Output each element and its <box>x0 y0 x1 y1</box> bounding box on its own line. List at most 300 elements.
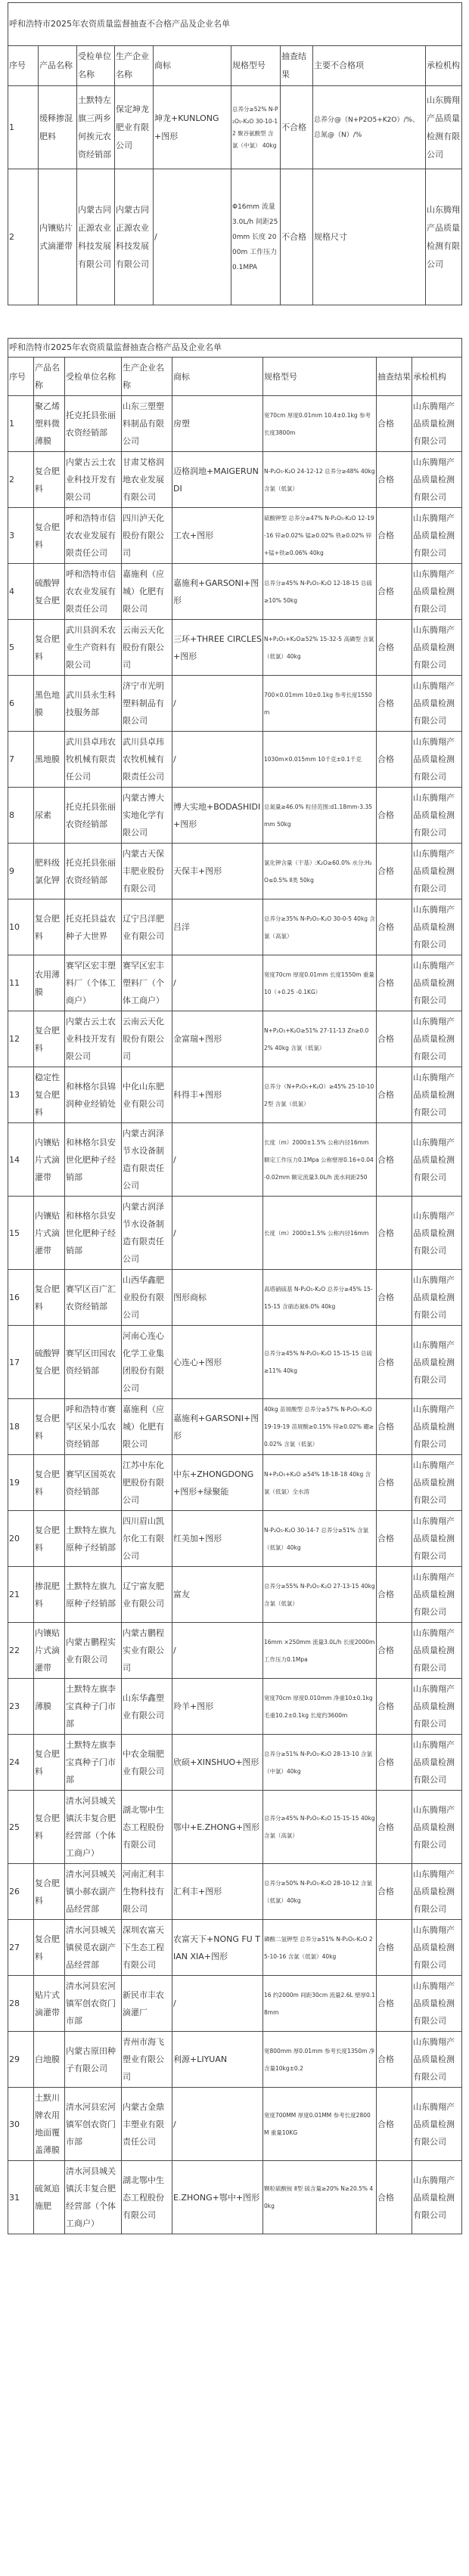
cell-product: 黑地膜 <box>34 732 65 788</box>
cell-inspected-unit: 呼和浩特市信农农业发展有限责任公司 <box>65 508 122 564</box>
cell-trademark: / <box>154 169 231 305</box>
cell-inspected-unit: 内蒙古同正源农业科技发展有限公司 <box>77 169 115 305</box>
cell-manufacturer: 四川眉山凯尔化工有限公司 <box>122 1511 172 1567</box>
cell-spec: 总养分≥35% N-P₂O₅-K₂O 30-0-5 40kg 含氯（高氯） <box>263 899 377 955</box>
cell-result: 合格 <box>377 1679 412 1735</box>
cell-spec: 总养分≥45% N-P₂O₅-K₂O 12-18-15 总硫≥10% 50kg <box>263 564 377 620</box>
table-row <box>8 1976 462 2032</box>
cell-trademark: 嘉施利+GARSONI+图形 <box>172 1399 263 1455</box>
cell-lab: 山东腾翔产品质量检测有限公司 <box>412 1511 462 1567</box>
cell-trademark: 农富天下+NONG FU TIAN XIA+图形 <box>172 1920 263 1976</box>
cell-inspected-unit: 清水河县城关镇侯觅农副产品经营部 <box>65 1920 122 1976</box>
table-row <box>8 1011 462 1067</box>
cell-inspected-unit: 内蒙古原田种子有限公司 <box>65 2032 122 2088</box>
cell-inspected-unit: 赛罕区田园农资经销部 <box>65 1326 122 1399</box>
cell-result: 合格 <box>377 1864 412 1920</box>
cell-inspected-unit: 清水河县城关镇沃丰复合肥经营部（个体工商户） <box>65 2161 122 2234</box>
table-row <box>8 86 462 169</box>
cell-manufacturer: 山东华鑫塑业有限公司 <box>122 1679 172 1735</box>
cell-spec: 宽800mm 厚0.01mm 参考长度1350m 净含量10kg±0.2 <box>263 2032 377 2088</box>
cell-inspected-unit: 和林格尔县安世化肥种子经销部 <box>65 1197 122 1270</box>
cell-inspected-unit: 内蒙古鹏程实业有限公司 <box>65 1623 122 1679</box>
cell-spec: N+P₂O₅+K₂O≥52% 15-32-5 高磷型 含氯（低氯）40kg <box>263 620 377 676</box>
cell-no: 5 <box>8 620 34 676</box>
cell-trademark: 图形商标 <box>172 1270 263 1326</box>
qualified-table-body <box>8 396 462 2234</box>
table-row <box>8 1791 462 1864</box>
cell-manufacturer: 赛罕区宏丰塑料厂（个体工商户） <box>122 955 172 1011</box>
cell-manufacturer: 内蒙古金鼎丰塑业有限责任公司 <box>122 2088 172 2161</box>
cell-lab: 山东腾翔产品质量检测有限公司 <box>412 1399 462 1455</box>
cell-product: 聚乙烯塑料微薄膜 <box>34 396 65 452</box>
table-row <box>8 1197 462 1270</box>
cell-lab: 山东腾翔产品质量检测有限公司 <box>412 844 462 899</box>
cell-spec: 宽度70cm 厚度0.01mm 长度1550m 重量10（+0.25 -0.1KG） <box>263 955 377 1011</box>
cell-spec: 长度（m）2000±1.5% 公称内径16mm <box>263 1197 377 1270</box>
cell-no: 6 <box>8 676 34 732</box>
cell-no: 2 <box>8 169 39 305</box>
cell-trademark: 科得丰+图形 <box>172 1067 263 1123</box>
cell-manufacturer: 内蒙古博大实地化学有限公司 <box>122 788 172 844</box>
header-cell: 承检机构 <box>412 358 462 396</box>
cell-lab: 山东腾翔产品质量检测有限公司 <box>412 788 462 844</box>
cell-manufacturer: 内蒙古润泽节水设备制造有限责任公司 <box>122 1123 172 1197</box>
table-row <box>8 396 462 452</box>
cell-lab: 山东腾翔产品质量检测有限公司 <box>412 1864 462 1920</box>
cell-trademark: / <box>172 1123 263 1197</box>
cell-result: 合格 <box>377 1123 412 1197</box>
table-row <box>8 899 462 955</box>
cell-no: 24 <box>8 1735 34 1791</box>
cell-trademark: / <box>172 1976 263 2032</box>
cell-product: 尿素 <box>34 788 65 844</box>
cell-product: 硫氮追施肥 <box>34 2161 65 2234</box>
cell-manufacturer: 嘉施利（应城）化肥有限公司 <box>122 1399 172 1455</box>
cell-no: 14 <box>8 1123 34 1197</box>
table-row <box>8 1270 462 1326</box>
table-row <box>8 1399 462 1455</box>
cell-trademark: 红美加+图形 <box>172 1511 263 1567</box>
cell-result: 合格 <box>377 1976 412 2032</box>
cell-product: 复合肥料 <box>34 1735 65 1791</box>
cell-no: 13 <box>8 1067 34 1123</box>
cell-spec: 总养分≥45% N-P₂O₅-K₂O 15-15-15 总硫≥11% 40kg <box>263 1326 377 1399</box>
unqualified-table-title: 呼和浩特市2025年农资质量监督抽查不合格产品及企业名单 <box>8 3 462 46</box>
table-row <box>8 1123 462 1197</box>
cell-no: 4 <box>8 564 34 620</box>
cell-trademark: 富友 <box>172 1567 263 1623</box>
cell-inspected-unit: 和林格尔县锦润种业经销处 <box>65 1067 122 1123</box>
cell-manufacturer: 青州市海飞塑业有限公司 <box>122 2032 172 2088</box>
table-row <box>8 1511 462 1567</box>
cell-trademark: 房塑 <box>172 396 263 452</box>
cell-no: 3 <box>8 508 34 564</box>
header-cell: 受检单位名称 <box>65 358 122 396</box>
cell-manufacturer: 深圳农富天下生态工程有限公司 <box>122 1920 172 1976</box>
cell-trademark: 博大实地+BODASHIDI+图形 <box>172 788 263 844</box>
cell-spec: 总养分≥50% N-P₂O₅-K₂O 28-10-12 含氯（低氯）40kg <box>263 1864 377 1920</box>
cell-manufacturer: 辽宁吕洋肥业有限公司 <box>122 899 172 955</box>
cell-result: 合格 <box>377 2088 412 2161</box>
cell-inspected-unit: 武川县润禾农业生产资料有限公司 <box>65 620 122 676</box>
cell-result: 合格 <box>377 1567 412 1623</box>
table-row <box>8 2088 462 2161</box>
cell-product: 掺混肥料 <box>34 1567 65 1623</box>
table-row <box>8 564 462 620</box>
cell-lab: 山东腾翔产品质量检测有限公司 <box>412 1011 462 1067</box>
cell-lab: 山东腾翔产品质量检测有限公司 <box>412 620 462 676</box>
table-row <box>8 1864 462 1920</box>
cell-inspected-unit: 清水河县城关镇小郝农副产品经营部 <box>65 1864 122 1920</box>
cell-result: 合格 <box>377 844 412 899</box>
qualified-table-title: 呼和浩特市2025年农资质量监督抽查合格产品及企业名单 <box>8 339 462 358</box>
cell-manufacturer: 河南心连心化学工业集团股份有限公司 <box>122 1326 172 1399</box>
cell-manufacturer: 保定坤龙肥业有限公司 <box>115 86 154 169</box>
header-cell: 主要不合格项 <box>313 46 426 86</box>
cell-manufacturer: 辽宁富友肥业有限公司 <box>122 1567 172 1623</box>
cell-spec: 40kg 苗屑酸型 总养分≥57% N-P₂O₅-K₂O 19-19-19 苗屑酸≥0.15% 锌≥0.02% 硼≥0.02% 含氯（低氯） <box>263 1399 377 1455</box>
cell-product: 黑色地膜 <box>34 676 65 732</box>
cell-result: 合格 <box>377 899 412 955</box>
header-cell: 产品名称 <box>39 46 77 86</box>
header-cell: 规格型号 <box>231 46 281 86</box>
cell-lab: 山东腾翔产品质量检测有限公司 <box>412 955 462 1011</box>
header-cell: 抽查结果 <box>281 46 313 86</box>
cell-trademark: / <box>172 732 263 788</box>
header-cell: 生产企业名称 <box>115 46 154 86</box>
table-row <box>8 844 462 899</box>
cell-inspected-unit: 托克托县张丽农资经销部 <box>65 788 122 844</box>
cell-no: 15 <box>8 1197 34 1270</box>
cell-lab: 山东腾翔产品质量检测有限公司 <box>412 1197 462 1270</box>
cell-no: 27 <box>8 1920 34 1976</box>
cell-result: 合格 <box>377 788 412 844</box>
cell-manufacturer: 中化山东肥业有限公司 <box>122 1067 172 1123</box>
cell-trademark: 心连心+图形 <box>172 1326 263 1399</box>
cell-result: 合格 <box>377 2032 412 2088</box>
cell-lab: 山东腾翔产品质量检测有限公司 <box>412 1123 462 1197</box>
cell-result: 合格 <box>377 1791 412 1864</box>
table-row <box>8 2032 462 2088</box>
cell-inspected-unit: 呼和浩特市赛罕区呆小瓜农资经销部 <box>65 1399 122 1455</box>
cell-result: 合格 <box>377 1197 412 1270</box>
cell-result: 合格 <box>377 1920 412 1976</box>
cell-no: 1 <box>8 86 39 169</box>
cell-result: 合格 <box>377 1511 412 1567</box>
cell-lab: 山东腾翔产品质量检测有限公司 <box>412 732 462 788</box>
cell-no: 1 <box>8 396 34 452</box>
cell-result: 合格 <box>377 955 412 1011</box>
header-cell: 规格型号 <box>263 358 377 396</box>
cell-product: 复合肥料 <box>34 1011 65 1067</box>
cell-spec: 宽70cm 厚度0.01mm 10.4±0.1kg 参考长度3800m <box>263 396 377 452</box>
table-row <box>8 1326 462 1399</box>
cell-trademark: 鄂中+E.ZHONG+图形 <box>172 1791 263 1864</box>
header-cell: 商标 <box>154 46 231 86</box>
cell-product: 复合肥料 <box>34 1791 65 1864</box>
cell-no: 26 <box>8 1864 34 1920</box>
cell-manufacturer: 四川泸天化股份有限公司 <box>122 508 172 564</box>
cell-trademark: / <box>172 1623 263 1679</box>
cell-lab: 山东腾翔产品质量检测有限公司 <box>412 1455 462 1511</box>
cell-no: 10 <box>8 899 34 955</box>
cell-product: 白地膜 <box>34 2032 65 2088</box>
cell-spec: 颗粒硫酸铵 Ⅱ型 硫含量≥20% N≥20.5% 40kg <box>263 2161 377 2234</box>
cell-lab: 山东腾翔产品质量检测有限公司 <box>412 1679 462 1735</box>
cell-result: 合格 <box>377 396 412 452</box>
cell-inspected-unit: 赛罕区百广汇农资经销部 <box>65 1270 122 1326</box>
cell-no: 23 <box>8 1679 34 1735</box>
header-cell: 序号 <box>8 358 34 396</box>
header-cell: 商标 <box>172 358 263 396</box>
cell-trademark: 吕洋 <box>172 899 263 955</box>
cell-product: 复合肥料 <box>34 1455 65 1511</box>
cell-manufacturer: 云南云天化股份有限公司 <box>122 1011 172 1067</box>
cell-inspected-unit: 武川县卓玮农牧机械有限责任公司 <box>65 732 122 788</box>
cell-inspected-unit: 土默特左旗李宝真种子门市部 <box>65 1735 122 1791</box>
cell-spec: 总养分≥51% N-P₂O₅-K₂O 28-13-10 含氯（中氯）40kg <box>263 1735 377 1791</box>
cell-lab: 山东腾翔产品质量检测有限公司 <box>412 1920 462 1976</box>
cell-no: 30 <box>8 2088 34 2161</box>
cell-no: 25 <box>8 1791 34 1864</box>
cell-inspected-unit: 土默特左旗三两乡何挨元农资经销部 <box>77 86 115 169</box>
cell-trademark: / <box>172 955 263 1011</box>
cell-product: 薄膜 <box>34 1679 65 1735</box>
cell-trademark: / <box>172 676 263 732</box>
cell-no: 16 <box>8 1270 34 1326</box>
cell-spec: 长度（m）2000±1.5% 公称内径16mm 额定工作压力0.1Mpa 公称壁厚0.16+0.04 -0.02mm 额定流量3.0L/h 流水间距250 <box>263 1123 377 1197</box>
cell-manufacturer: 嘉施利（应城）化肥有限公司 <box>122 564 172 620</box>
cell-result: 不合格 <box>281 169 313 305</box>
cell-trademark: 利源+LIYUAN <box>172 2032 263 2088</box>
cell-spec: 700×0.01mm 10±0.1kg 参考长度1550m <box>263 676 377 732</box>
cell-spec: N-P₂O₅-K₂O 30-14-7 总养分≥51% 含氯（低氯）40kg <box>263 1511 377 1567</box>
cell-lab: 山东腾翔产品质量检测有限公司 <box>412 452 462 508</box>
cell-manufacturer: 甘肃艾格润地农业发展有限公司 <box>122 452 172 508</box>
cell-failed-items: 总养分@（N+P2O5+K2O）/%、总氮@（N）/% <box>313 86 426 169</box>
cell-trademark: 天保丰+图形 <box>172 844 263 899</box>
cell-inspected-unit: 赛罕区国英农资经销部 <box>65 1455 122 1511</box>
cell-trademark: 汇利丰+图形 <box>172 1864 263 1920</box>
cell-manufacturer: 山西华鑫肥业股份有限公司 <box>122 1270 172 1326</box>
cell-no: 19 <box>8 1455 34 1511</box>
header-cell: 抽查结果 <box>377 358 412 396</box>
cell-inspected-unit: 土默特左旗李宝真种子门市部 <box>65 1679 122 1735</box>
cell-lab: 山东腾翔产品质量检测有限公司 <box>412 1326 462 1399</box>
cell-no: 2 <box>8 452 34 508</box>
cell-lab: 山东腾翔产品质量检测有限公司 <box>412 2161 462 2234</box>
cell-lab: 山东腾翔产品质量检测有限公司 <box>412 1623 462 1679</box>
cell-spec: 宽度70cm 厚度0.010mm 净重10±0.1kg 毛重10.2±0.1kg 长度约3600m <box>263 1679 377 1735</box>
cell-spec: 16mm ×250mm 流量3.0L/h 长度2000m 工作压力0.1Mpa <box>263 1623 377 1679</box>
cell-spec: N+P₂O₅+K₂O ≥54% 18-18-18 40kg 含氯（低氯）全水溶 <box>263 1455 377 1511</box>
cell-spec: N-P₂O₅-K₂O 24-12-12 总养分≥48% 40kg 含氯（低氯） <box>263 452 377 508</box>
table-row <box>8 1735 462 1791</box>
table-row <box>8 732 462 788</box>
cell-no: 8 <box>8 788 34 844</box>
cell-product: 稳定性复合肥料 <box>34 1067 65 1123</box>
cell-result: 合格 <box>377 452 412 508</box>
cell-lab: 山东腾翔产品质量检测有限公司 <box>412 1270 462 1326</box>
cell-result: 合格 <box>377 508 412 564</box>
header-cell: 序号 <box>8 46 39 86</box>
cell-spec: 硫酸钾型 总养分≥47% N-P₂O₅-K₂O 12-19-16 锌≥0.02% 锰≥0.02% 铁≥0.02% 锌+锰+铁≥0.06% 40kg <box>263 508 377 564</box>
cell-no: 21 <box>8 1567 34 1623</box>
cell-no: 12 <box>8 1011 34 1067</box>
cell-manufacturer: 内蒙古润泽节水设备制造有限责任公司 <box>122 1197 172 1270</box>
cell-result: 合格 <box>377 732 412 788</box>
cell-product: 内镶贴片式滴灌带 <box>34 1623 65 1679</box>
cell-no: 20 <box>8 1511 34 1567</box>
cell-lab: 山东腾翔产品质量检测有限公司 <box>412 1067 462 1123</box>
cell-no: 22 <box>8 1623 34 1679</box>
table-row <box>8 788 462 844</box>
cell-trademark: 坤龙+KUNLONG+图形 <box>154 86 231 169</box>
cell-lab: 山东腾翔产品质量检测有限公司 <box>412 564 462 620</box>
cell-product: 农用薄膜 <box>34 955 65 1011</box>
table-row <box>8 1679 462 1735</box>
cell-inspected-unit: 和林格尔县安世化肥种子经销部 <box>65 1123 122 1197</box>
cell-product: 内镶贴片式滴灌带 <box>39 169 77 305</box>
cell-no: 11 <box>8 955 34 1011</box>
qualified-table-header <box>8 358 462 396</box>
cell-lab: 山东腾翔产品质量检测有限公司 <box>426 86 462 169</box>
cell-no: 17 <box>8 1326 34 1399</box>
cell-manufacturer: 湖北鄂中生态工程股份有限公司 <box>122 2161 172 2234</box>
table-row <box>8 1920 462 1976</box>
cell-inspected-unit: 清水河县宏河镇军创农资门市部 <box>65 1976 122 2032</box>
cell-product: 土默川牌农用地面覆盖薄膜 <box>34 2088 65 2161</box>
table-row <box>8 452 462 508</box>
qualified-products-table <box>8 338 462 2234</box>
cell-inspected-unit: 赛罕区宏丰塑料厂（个体工商户） <box>65 955 122 1011</box>
cell-no: 18 <box>8 1399 34 1455</box>
cell-manufacturer: 湖北鄂中生态工程股份有限公司 <box>122 1791 172 1864</box>
cell-product: 硫酸钾复合肥 <box>34 564 65 620</box>
cell-result: 合格 <box>377 1455 412 1511</box>
cell-spec: 氯化钾含量（干基）:K₂O≥60.0% 水分:H₂O≤0.5% Ⅱ类 50kg <box>263 844 377 899</box>
cell-trademark: 三环+THREE CIRCLES+图形 <box>172 620 263 676</box>
cell-result: 合格 <box>377 676 412 732</box>
cell-product: 复合肥料 <box>34 508 65 564</box>
cell-spec: 宽度700MM 厚度0.01MM 参考长度2800M 重量10KG <box>263 2088 377 2161</box>
table-row <box>8 1067 462 1123</box>
cell-result: 合格 <box>377 564 412 620</box>
cell-spec: N+P₂O₅+K₂O≥51% 27-11-13 Zn≥0.02% 40kg 含氯（低氯） <box>263 1011 377 1067</box>
cell-lab: 山东腾翔产品质量检测有限公司 <box>412 1735 462 1791</box>
cell-product: 复合肥料 <box>34 1920 65 1976</box>
cell-trademark: E.ZHONG+鄂中+图形 <box>172 2161 263 2234</box>
cell-product: 缓释掺混肥料 <box>39 86 77 169</box>
cell-product: 复合肥料 <box>34 1864 65 1920</box>
cell-trademark: 欣硕+XINSHUO+图形 <box>172 1735 263 1791</box>
cell-lab: 山东腾翔产品质量检测有限公司 <box>412 508 462 564</box>
cell-manufacturer: 云南云天化股份有限公司 <box>122 620 172 676</box>
cell-manufacturer: 新民市丰农滴灌厂 <box>122 1976 172 2032</box>
cell-no: 28 <box>8 1976 34 2032</box>
cell-failed-items: 规格尺寸 <box>313 169 426 305</box>
cell-inspected-unit: 托克托县张丽农资经销部 <box>65 396 122 452</box>
cell-product: 肥料级氯化钾 <box>34 844 65 899</box>
cell-manufacturer: 山东三塑塑料制品有限公司 <box>122 396 172 452</box>
cell-spec: Φ16mm 流量3.0L/h 间距250mm 长度 2000m 工作压力 0.1MPA <box>231 169 281 305</box>
cell-product: 贴片式滴灌带 <box>34 1976 65 2032</box>
cell-no: 31 <box>8 2161 34 2234</box>
cell-lab: 山东腾翔产品质量检测有限公司 <box>412 2088 462 2161</box>
cell-product: 硫酸钾复合肥 <box>34 1326 65 1399</box>
cell-trademark: 羚羊+图形 <box>172 1679 263 1735</box>
cell-lab: 山东腾翔产品质量检测有限公司 <box>412 676 462 732</box>
table-row <box>8 1567 462 1623</box>
table-row <box>8 955 462 1011</box>
cell-manufacturer: 内蒙古同正源农业科技发展有限公司 <box>115 169 154 305</box>
header-cell: 受检单位名称 <box>77 46 115 86</box>
cell-spec: 总养分≥52% N-P₂O₅-K₂O 30-10-12 聚谷氨酸型 含氯（中氯） 40kg <box>231 86 281 169</box>
cell-trademark: 嘉施利+GARSONI+图形 <box>172 564 263 620</box>
cell-product: 复合肥料 <box>34 1511 65 1567</box>
cell-result: 合格 <box>377 1011 412 1067</box>
table-row <box>8 1455 462 1511</box>
cell-manufacturer: 济宁市光明塑料制品有限公司 <box>122 676 172 732</box>
cell-lab: 山东腾翔产品质量检测有限公司 <box>412 1976 462 2032</box>
cell-inspected-unit: 托克托县张丽农资经销部 <box>65 844 122 899</box>
cell-inspected-unit: 清水河县宏河镇军创农资门市部 <box>65 2088 122 2161</box>
cell-manufacturer: 河南汇利丰生物科技有限公司 <box>122 1864 172 1920</box>
cell-product: 复合肥料 <box>34 620 65 676</box>
cell-result: 合格 <box>377 1399 412 1455</box>
cell-trademark: / <box>172 2088 263 2161</box>
cell-inspected-unit: 土默特左旗九原种子经销部 <box>65 1567 122 1623</box>
cell-manufacturer: 内蒙古鹏程实业有限公司 <box>122 1623 172 1679</box>
cell-manufacturer: 内蒙古天保丰肥业股份有限公司 <box>122 844 172 899</box>
cell-product: 复合肥料 <box>34 1270 65 1326</box>
cell-spec: 高塔硝硫基 N-P₂O₅-K₂O 总养分≥45% 15-15-15 含硝态氮6.0% 40kg <box>263 1270 377 1326</box>
cell-spec: 总养分（N+P₂O₅+K₂O）≥45% 25-10-10 2型 含氯（低氯） <box>263 1067 377 1123</box>
header-cell: 产品名称 <box>34 358 65 396</box>
cell-inspected-unit: 呼和浩特市信农农业发展有限责任公司 <box>65 564 122 620</box>
cell-spec: 磷酸二氢钾型 总养分≥51% N-P₂O₅-K₂O 25-10-16 含氯（低氯）40kg <box>263 1920 377 1976</box>
cell-lab: 山东腾翔产品质量检测有限公司 <box>412 1567 462 1623</box>
cell-product: 复合肥料 <box>34 899 65 955</box>
cell-product: 内镶贴片式滴灌带 <box>34 1197 65 1270</box>
cell-spec: 1030m×0.015mm 10千克±0.1千克 <box>263 732 377 788</box>
cell-result: 不合格 <box>281 86 313 169</box>
cell-lab: 山东腾翔产品质量检测有限公司 <box>412 1791 462 1864</box>
table-row <box>8 508 462 564</box>
cell-trademark: 迈格润地+MAIGERUNDI <box>172 452 263 508</box>
cell-result: 合格 <box>377 620 412 676</box>
cell-product: 内镶贴片式滴灌带 <box>34 1123 65 1197</box>
cell-trademark: 工农+图形 <box>172 508 263 564</box>
cell-spec: 16 约2000m 间距30cm 流量2.6L 壁厚0.18mm <box>263 1976 377 2032</box>
cell-lab: 山东腾翔产品质量检测有限公司 <box>412 396 462 452</box>
cell-lab: 山东腾翔产品质量检测有限公司 <box>412 899 462 955</box>
cell-result: 合格 <box>377 2161 412 2234</box>
table-row <box>8 676 462 732</box>
cell-trademark: 金富瑞+图形 <box>172 1011 263 1067</box>
cell-result: 合格 <box>377 1270 412 1326</box>
cell-trademark: / <box>172 1197 263 1270</box>
header-cell: 生产企业名称 <box>122 358 172 396</box>
cell-no: 7 <box>8 732 34 788</box>
cell-no: 9 <box>8 844 34 899</box>
cell-spec: 总养分≥45% N-P₂O₅-K₂O 15-15-15 40kg 含氯（高氯） <box>263 1791 377 1864</box>
cell-inspected-unit: 内蒙古云土农业科技开发有限公司 <box>65 1011 122 1067</box>
cell-inspected-unit: 土默特左旗九原种子经销部 <box>65 1511 122 1567</box>
table-row <box>8 620 462 676</box>
unqualified-table-header <box>8 46 462 86</box>
cell-inspected-unit: 清水河县城关镇沃丰复合肥经营部（个体工商户） <box>65 1791 122 1864</box>
